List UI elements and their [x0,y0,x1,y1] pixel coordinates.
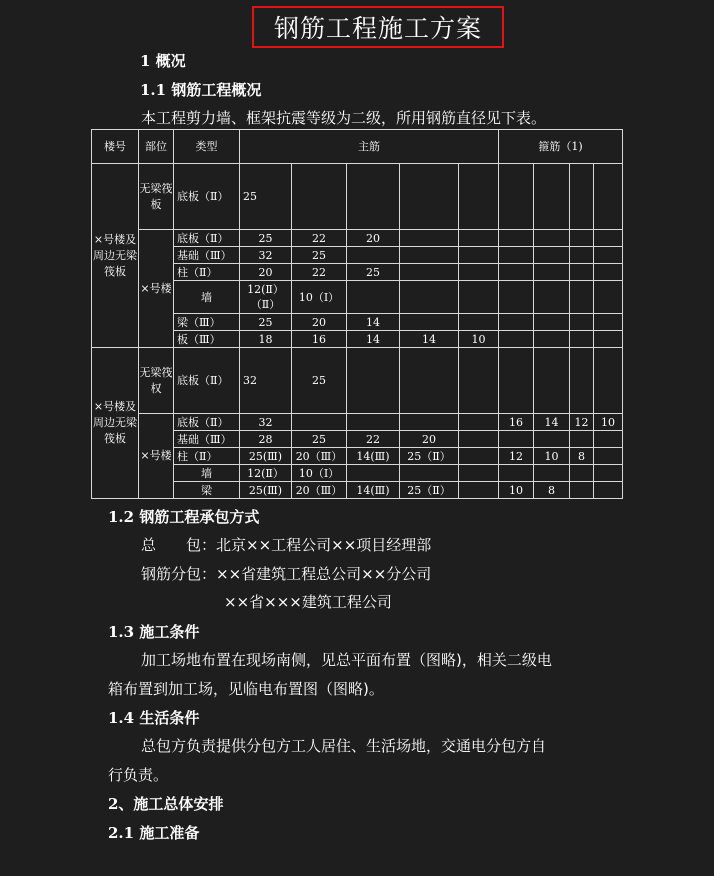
main-bar-cell [347,164,400,230]
stirrup-cell [594,465,623,482]
main-bar-cell: 25 [240,230,292,247]
stirrup-cell [594,348,623,414]
stirrup-cell [499,431,534,448]
main-bar-cell [292,164,347,230]
main-bar-cell: 25 [292,247,347,264]
part-cell: 无梁筏权 [139,348,174,414]
section-1-4-line-1: 总包方负责提供分包方工人居住、生活场地，交通电分包方自 [141,737,547,755]
main-bar-cell [459,164,499,230]
type-cell: 底板（Ⅱ） [174,348,240,414]
contract-sub-2: ××省×××建筑工程公司 [224,593,392,611]
main-bar-cell [459,482,499,499]
type-cell: 基础（Ⅲ） [174,247,240,264]
main-bar-cell: 20（Ⅲ） [292,482,347,499]
table-row [92,414,623,431]
main-bar-cell [400,264,459,281]
main-bar-cell [400,230,459,247]
main-bar-cell: 12(Ⅱ）（Ⅱ） [240,281,292,314]
stirrup-cell [534,264,570,281]
main-bar-cell: 25（Ⅱ） [400,482,459,499]
stirrup-cell [499,348,534,414]
main-bar-cell [459,431,499,448]
main-bar-cell [459,465,499,482]
main-bar-cell: 32 [240,348,292,414]
stirrup-cell: 14 [534,414,570,431]
part-cell: 无梁筏板 [139,164,174,230]
stirrup-cell [499,314,534,331]
header-type: 类型 [174,130,240,164]
stirrup-cell [499,164,534,230]
section-1-1-text: 本工程剪力墙、框架抗震等级为二级，所用钢筋直径见下表。 [141,109,547,127]
building-cell: ×号楼及周边无梁筏板 [92,348,139,499]
stirrup-cell [594,331,623,348]
stirrup-cell [499,465,534,482]
stirrup-cell [534,431,570,448]
stirrup-cell [570,247,594,264]
header-main-bar: 主筋 [240,130,499,164]
main-bar-cell: 20（Ⅲ） [292,448,347,465]
type-cell: 墙 [174,281,240,314]
stirrup-cell: 12 [570,414,594,431]
section-1-3-line-2: 箱布置到加工场，见临电布置图（图略)。 [108,680,384,698]
stirrup-cell [534,247,570,264]
main-bar-cell: 22 [292,264,347,281]
stirrup-cell: 10 [499,482,534,499]
stirrup-cell [594,314,623,331]
main-bar-cell: 25(Ⅲ) [240,448,292,465]
main-bar-cell: 25 [240,164,292,230]
main-bar-cell: 25 [292,431,347,448]
main-bar-cell [400,314,459,331]
main-bar-cell: 32 [240,247,292,264]
stirrup-cell: 10 [594,414,623,431]
main-bar-cell: 12(Ⅱ） [240,465,292,482]
main-bar-cell [459,264,499,281]
main-bar-cell: 25 [347,264,400,281]
stirrup-cell [570,281,594,314]
main-bar-cell: 25（Ⅱ） [400,448,459,465]
stirrup-cell: 16 [499,414,534,431]
stirrup-cell [534,465,570,482]
main-bar-cell [400,348,459,414]
main-bar-cell [292,414,347,431]
stirrup-cell [570,164,594,230]
type-cell: 底板（Ⅱ） [174,230,240,247]
contract-sub-1: 钢筋分包：××省建筑工程总公司××分公司 [141,565,432,583]
main-bar-cell [347,247,400,264]
stirrup-cell [570,465,594,482]
main-bar-cell: 20 [292,314,347,331]
header-stirrup: 箍筋（1) [499,130,623,164]
stirrup-cell [594,230,623,247]
type-cell: 梁（Ⅲ） [174,314,240,331]
main-bar-cell: 20 [347,230,400,247]
type-cell: 梁 [174,482,240,499]
type-cell: 柱（Ⅱ） [174,448,240,465]
main-bar-cell: 14 [347,314,400,331]
stirrup-cell [570,482,594,499]
main-bar-cell: 25(Ⅲ) [240,482,292,499]
stirrup-cell [594,264,623,281]
main-bar-cell: 28 [240,431,292,448]
main-bar-cell [400,247,459,264]
stirrup-cell [499,331,534,348]
stirrup-cell [594,281,623,314]
stirrup-cell [594,247,623,264]
main-bar-cell [400,465,459,482]
section-1-4-heading: 1.4 生活条件 [108,709,200,727]
rebar-diameter-table [91,129,623,499]
stirrup-cell [499,281,534,314]
main-bar-cell: 18 [240,331,292,348]
main-bar-cell: 25 [292,348,347,414]
main-bar-cell [347,281,400,314]
stirrup-cell [594,431,623,448]
type-cell: 墙 [174,465,240,482]
main-bar-cell [400,414,459,431]
part-cell: ×号楼 [139,230,174,348]
main-bar-cell [459,448,499,465]
section-1-2-heading: 1.2 钢筋工程承包方式 [108,508,260,526]
main-bar-cell [400,164,459,230]
main-bar-cell: 14(Ⅲ) [347,448,400,465]
stirrup-cell [499,247,534,264]
stirrup-cell [570,314,594,331]
main-bar-cell: 22 [292,230,347,247]
building-cell: ×号楼及周边无梁筏板 [92,164,139,348]
type-cell: 底板（Ⅱ） [174,414,240,431]
main-bar-cell: 14(Ⅲ) [347,482,400,499]
section-1-3-heading: 1.3 施工条件 [108,623,200,641]
table-header-row [92,130,623,164]
stirrup-cell: 12 [499,448,534,465]
main-bar-cell [347,465,400,482]
main-bar-cell [459,414,499,431]
main-bar-cell: 20 [400,431,459,448]
contract-general: 总 包：北京××工程公司××项目经理部 [141,536,432,554]
stirrup-cell [570,230,594,247]
section-2-1-heading: 2.1 施工准备 [108,824,200,842]
stirrup-cell [570,264,594,281]
stirrup-cell [594,448,623,465]
main-bar-cell: 20 [240,264,292,281]
main-bar-cell [400,281,459,314]
section-2-heading: 2、施工总体安排 [108,795,224,813]
stirrup-cell [570,348,594,414]
type-cell: 板（Ⅲ） [174,331,240,348]
stirrup-cell [534,164,570,230]
main-bar-cell: 32 [240,414,292,431]
stirrup-cell [534,348,570,414]
main-bar-cell: 16 [292,331,347,348]
main-bar-cell: 10（Ⅰ） [292,281,347,314]
stirrup-cell: 10 [534,448,570,465]
main-bar-cell [459,247,499,264]
main-bar-cell: 14 [400,331,459,348]
stirrup-cell [534,281,570,314]
section-1-heading: 1 概况 [140,52,186,70]
main-bar-cell: 14 [347,331,400,348]
main-bar-cell [459,348,499,414]
stirrup-cell [594,164,623,230]
main-bar-cell [347,348,400,414]
stirrup-cell [534,331,570,348]
table-row [92,230,623,247]
main-bar-cell: 25 [240,314,292,331]
stirrup-cell [499,230,534,247]
stirrup-cell [594,482,623,499]
main-bar-cell: 10（Ⅰ） [292,465,347,482]
table-row [92,348,623,414]
stirrup-cell [534,230,570,247]
header-part: 部位 [139,130,174,164]
main-bar-cell [347,414,400,431]
main-bar-cell [459,230,499,247]
stirrup-cell: 8 [534,482,570,499]
type-cell: 底板（Ⅱ） [174,164,240,230]
table-row [92,164,623,230]
main-bar-cell [459,314,499,331]
stirrup-cell: 8 [570,448,594,465]
part-cell: ×号楼 [139,414,174,499]
main-bar-cell: 10 [459,331,499,348]
stirrup-cell [534,314,570,331]
stirrup-cell [499,264,534,281]
stirrup-cell [570,431,594,448]
section-1-3-line-1: 加工场地布置在现场南侧，见总平面布置（图略)，相关二级电 [141,651,552,669]
type-cell: 基础（Ⅲ） [174,431,240,448]
stirrup-cell [570,331,594,348]
type-cell: 柱（Ⅱ） [174,264,240,281]
section-1-4-line-2: 行负责。 [108,766,169,784]
section-1-1-heading: 1.1 钢筋工程概况 [140,81,262,99]
document-title: 钢筋工程施工方案 [252,6,504,48]
main-bar-cell: 22 [347,431,400,448]
main-bar-cell [459,281,499,314]
header-building: 楼号 [92,130,139,164]
